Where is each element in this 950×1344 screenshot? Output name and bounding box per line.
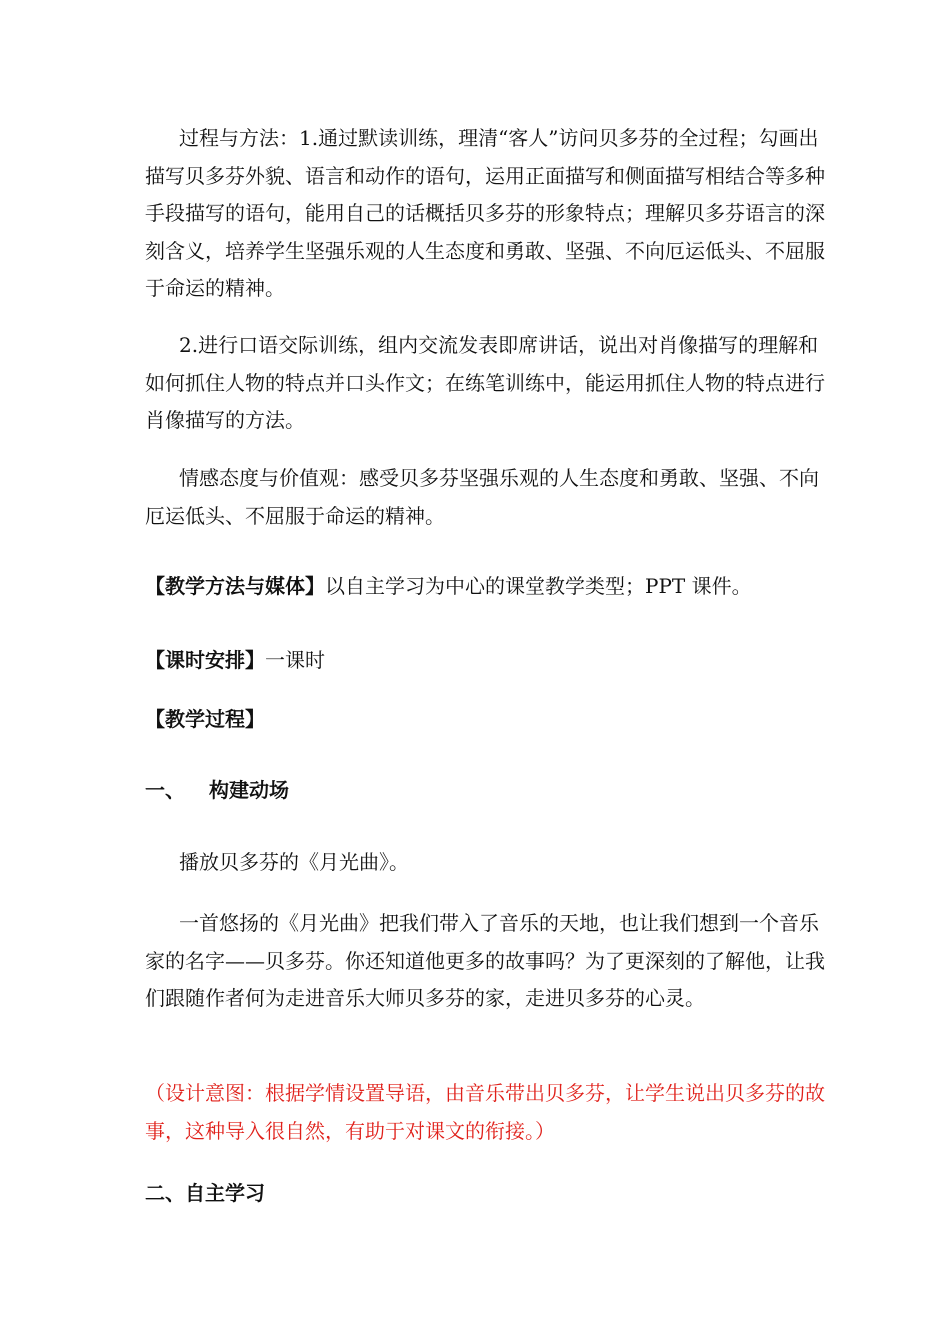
teaching-process-heading: 【教学过程】 bbox=[145, 707, 265, 731]
design-intent-note: （设计意图：根据学情设置导语，由音乐带出贝多芬，让学生说出贝多芬的故事，这种导入很自然，有助于对课文的衔接。） bbox=[145, 1081, 825, 1143]
process-method-paragraph-2: 2.进行口语交际训练，组内交流发表即席讲话，说出对肖像描写的理解和如何抓住人物的特点并口头作文；在练笔训练中，能运用抓住人物的特点进行肖像描写的方法。 bbox=[145, 333, 825, 432]
method-media-line bbox=[145, 568, 825, 606]
method-media-label: 【教学方法与媒体】 bbox=[145, 574, 325, 598]
schedule-label: 【课时安排】 bbox=[145, 648, 265, 672]
method-media-text: 以自主学习为中心的课堂教学类型；PPT 课件。 bbox=[325, 574, 752, 598]
schedule-text: 一课时 bbox=[265, 648, 325, 672]
process-method-paragraph-1: 过程与方法：1.通过默读训练，理清“客人”访问贝多芬的全过程；勾画出描写贝多芬外貌、语言和动作的语句，运用正面描写和侧面描写相结合等多种手段描写的语句，能用自己的话概括贝多芬的形象特点；理解贝多芬语言的深刻含义，培养学生坚强乐观的人生态度和勇敢、坚强、不向厄运低头、不屈服于命运的精神。 bbox=[145, 126, 825, 300]
schedule-line bbox=[145, 642, 825, 680]
section-1-title: 构建动场 bbox=[209, 778, 289, 802]
emotion-paragraph: 情感态度与价值观：感受贝多芬坚强乐观的人生态度和勇敢、坚强、不向厄运低头、不屈服于命运的精神。 bbox=[145, 466, 819, 528]
section-1-paragraph-2: 一首悠扬的《月光曲》把我们带入了音乐的天地，也让我们想到一个音乐家的名字——贝多芬。你还知道他更多的故事吗？为了更深刻的了解他，让我们跟随作者何为走进音乐大师贝多芬的家，走进贝多芬的心灵。 bbox=[145, 911, 825, 1010]
section-1-paragraph-1: 播放贝多芬的《月光曲》。 bbox=[179, 850, 409, 874]
section-1-number: 一、 bbox=[145, 778, 185, 802]
section-2-heading: 二、自主学习 bbox=[145, 1181, 265, 1205]
section-1-heading bbox=[145, 775, 289, 805]
